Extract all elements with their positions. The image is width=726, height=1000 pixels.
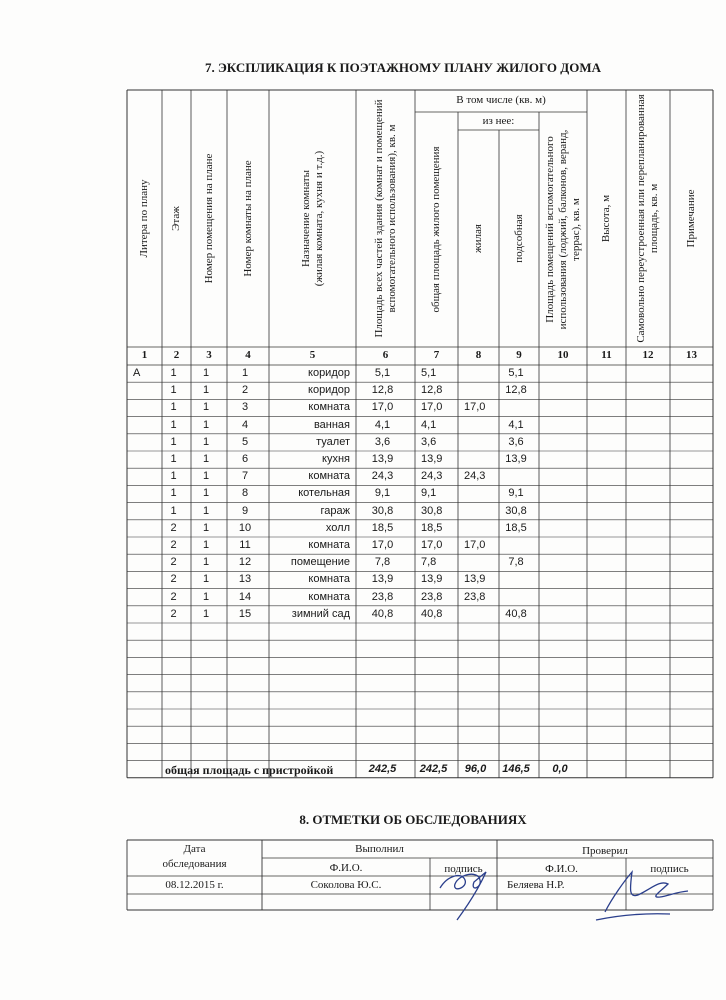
cell-general: 17,0 xyxy=(421,539,443,551)
inspection-performer-name: Соколова Ю.С. xyxy=(310,879,382,891)
column-number: 13 xyxy=(686,349,697,361)
totals-vsp: 0,0 xyxy=(552,762,568,775)
inspection-sign2: подпись xyxy=(650,863,689,875)
column-number: 10 xyxy=(557,349,569,361)
header-c11: Высота, м xyxy=(600,194,612,243)
column-number: 8 xyxy=(475,349,482,361)
cell-floor: 2 xyxy=(170,590,177,603)
column-number: 12 xyxy=(642,349,654,361)
totals-living: 96,0 xyxy=(464,762,487,775)
cell-general: 9,1 xyxy=(421,487,437,500)
header-c9: подсобная xyxy=(512,214,525,263)
column-number: 3 xyxy=(206,349,212,361)
header-c8: жилая xyxy=(472,224,484,253)
cell-room: 4 xyxy=(241,418,249,431)
section7-title: 7. ЭКСПЛИКАЦИЯ К ПОЭТАЖНОМУ ПЛАНУ ЖИЛОГО ДОМА xyxy=(204,60,602,75)
cell-pom: 1 xyxy=(202,487,210,500)
cell-purpose: комната xyxy=(308,590,350,603)
cell-total: 17,0 xyxy=(371,401,394,414)
header-c6: Площадь всех частей здания (комнат и помещений вспомогательного использования), кв. м xyxy=(372,99,398,338)
cell-floor: 2 xyxy=(170,521,177,534)
cell-room: 6 xyxy=(241,453,249,465)
cell-total: 5,1 xyxy=(374,367,391,379)
cell-purpose: помещение xyxy=(290,556,350,569)
totals-general: 242,5 xyxy=(419,762,448,775)
cell-room: 8 xyxy=(241,487,249,500)
cell-lit: А xyxy=(133,367,141,379)
cell-general: 3,6 xyxy=(421,435,437,448)
header-c7: общая площадь жилого помещения xyxy=(430,146,442,313)
cell-general: 18,5 xyxy=(421,521,443,534)
cell-floor: 1 xyxy=(170,435,177,448)
cell-auxiliary: 9,1 xyxy=(508,487,524,500)
cell-purpose: зимний сад xyxy=(291,607,350,620)
cell-room: 9 xyxy=(241,504,249,517)
cell-auxiliary: 4,1 xyxy=(508,418,524,431)
cell-pom: 1 xyxy=(202,384,210,397)
cell-purpose: гараж xyxy=(320,504,350,517)
cell-living: 17,0 xyxy=(464,539,486,551)
cell-total: 24,3 xyxy=(371,470,394,483)
cell-auxiliary: 30,8 xyxy=(505,504,527,517)
cell-living: 17,0 xyxy=(464,401,486,414)
cell-purpose: кухня xyxy=(322,453,350,465)
header-c3: Номер помещения на плане xyxy=(202,153,215,284)
cell-purpose: комната xyxy=(308,401,350,414)
cell-general: 17,0 xyxy=(421,401,443,414)
cell-floor: 2 xyxy=(170,539,177,551)
cell-purpose: комната xyxy=(308,573,350,586)
totals-auxiliary: 146,5 xyxy=(502,762,530,775)
inspection-fio2: Ф.И.О. xyxy=(545,863,578,875)
column-number: 2 xyxy=(173,349,180,361)
cell-floor: 2 xyxy=(170,573,177,586)
inspection-checked-header: Проверил xyxy=(582,845,628,857)
cell-floor: 1 xyxy=(170,487,177,500)
cell-floor: 1 xyxy=(170,418,177,431)
cell-total: 17,0 xyxy=(371,539,394,551)
cell-purpose: комната xyxy=(308,539,350,551)
cell-general: 40,8 xyxy=(421,607,443,620)
header-c1: Литера по плану xyxy=(138,179,150,258)
cell-floor: 1 xyxy=(170,401,177,414)
column-number: 9 xyxy=(516,349,522,361)
column-number: 1 xyxy=(141,349,148,361)
cell-floor: 1 xyxy=(170,504,177,517)
cell-room: 2 xyxy=(241,384,249,397)
cell-total: 13,9 xyxy=(371,573,394,586)
cell-pom: 1 xyxy=(202,573,210,586)
header-group: В том числе (кв. м) xyxy=(456,94,546,106)
cell-total: 4,1 xyxy=(374,418,391,431)
header-c5: Назначение комнаты (жилая комната, кухня и т.д.) xyxy=(299,150,325,287)
cell-room: 12 xyxy=(238,556,252,569)
cell-total: 23,8 xyxy=(371,590,394,603)
cell-general: 30,8 xyxy=(421,504,443,517)
cell-room: 5 xyxy=(241,435,249,448)
inspection-fio1: Ф.И.О. xyxy=(329,862,363,874)
header-c12: Самовольно переустроенная или перепланированная площадь, кв. м xyxy=(635,94,660,343)
cell-pom: 1 xyxy=(202,367,210,379)
inspection-sign1: подпись xyxy=(444,863,483,875)
cell-total: 9,1 xyxy=(374,487,391,500)
cell-pom: 1 xyxy=(202,607,210,620)
cell-room: 3 xyxy=(241,401,249,414)
header-c10: Площадь помещений вспомогательного использования (лоджий, балконов, веранд, террас), кв. м xyxy=(543,129,582,330)
cell-total: 30,8 xyxy=(371,504,394,517)
cell-pom: 1 xyxy=(202,470,210,483)
header-c2: Этаж xyxy=(170,206,182,231)
cell-purpose: комната xyxy=(308,470,350,483)
cell-general: 5,1 xyxy=(421,367,437,379)
cell-purpose: коридор xyxy=(308,384,350,397)
cell-pom: 1 xyxy=(202,556,210,569)
cell-purpose: холл xyxy=(325,521,350,534)
cell-total: 18,5 xyxy=(371,521,394,534)
cell-total: 7,8 xyxy=(374,556,391,569)
cell-total: 13,9 xyxy=(371,453,394,465)
cell-floor: 1 xyxy=(170,470,177,483)
cell-purpose: коридор xyxy=(308,367,350,379)
cell-auxiliary: 12,8 xyxy=(505,384,527,397)
inspection-date: 08.12.2015 г. xyxy=(165,879,224,891)
cell-purpose: ванная xyxy=(313,418,350,431)
inspection-performed-header: Выполнил xyxy=(355,843,404,855)
cell-room: 1 xyxy=(241,367,249,379)
header-subgroup: из нее: xyxy=(482,115,515,127)
cell-auxiliary: 7,8 xyxy=(508,556,524,569)
cell-pom: 1 xyxy=(202,590,210,603)
cell-general: 4,1 xyxy=(421,418,437,431)
section8-title: 8. ОТМЕТКИ ОБ ОБСЛЕДОВАНИЯХ xyxy=(299,812,527,827)
cell-room: 7 xyxy=(241,470,249,483)
cell-living: 24,3 xyxy=(464,470,486,483)
cell-total: 40,8 xyxy=(371,607,394,620)
cell-floor: 1 xyxy=(170,367,177,379)
cell-auxiliary: 5,1 xyxy=(508,367,524,379)
cell-room: 13 xyxy=(238,573,252,586)
cell-auxiliary: 18,5 xyxy=(505,521,527,534)
cell-purpose: туалет xyxy=(316,435,350,448)
cell-auxiliary: 3,6 xyxy=(508,435,524,448)
column-number: 7 xyxy=(433,349,440,361)
totals-label: общая площадь с пристройкой xyxy=(165,762,334,777)
cell-floor: 1 xyxy=(170,453,177,465)
cell-general: 24,3 xyxy=(421,470,443,483)
inspection-checker-name: Беляева Н.Р. xyxy=(507,879,565,891)
cell-auxiliary: 40,8 xyxy=(505,607,527,620)
cell-general: 23,8 xyxy=(421,590,443,603)
cell-pom: 1 xyxy=(202,504,210,517)
cell-pom: 1 xyxy=(202,539,210,551)
cell-pom: 1 xyxy=(202,418,210,431)
cell-floor: 2 xyxy=(170,607,177,620)
cell-auxiliary: 13,9 xyxy=(505,453,527,465)
cell-room: 15 xyxy=(238,607,252,620)
column-number: 6 xyxy=(382,349,389,361)
cell-general: 12,8 xyxy=(421,384,443,397)
cell-general: 7,8 xyxy=(421,556,437,569)
cell-living: 23,8 xyxy=(464,590,486,603)
cell-pom: 1 xyxy=(202,453,210,465)
totals-total: 242,5 xyxy=(368,762,397,775)
cell-pom: 1 xyxy=(202,401,210,414)
cell-room: 11 xyxy=(239,539,251,551)
column-number: 11 xyxy=(601,349,612,361)
cell-pom: 1 xyxy=(202,521,210,534)
cell-total: 12,8 xyxy=(371,384,394,397)
cell-room: 14 xyxy=(238,590,252,603)
cell-pom: 1 xyxy=(202,435,210,448)
cell-general: 13,9 xyxy=(421,453,443,465)
header-c13: Примечание xyxy=(685,189,697,248)
column-number: 4 xyxy=(245,349,251,361)
cell-floor: 2 xyxy=(170,556,177,569)
header-c4: Номер комнаты на плане xyxy=(241,160,254,277)
cell-room: 10 xyxy=(238,521,252,534)
column-number: 5 xyxy=(309,349,316,361)
inspection-date-header: Дата обследования xyxy=(162,843,227,870)
cell-total: 3,6 xyxy=(374,435,391,448)
cell-floor: 1 xyxy=(170,384,177,397)
cell-general: 13,9 xyxy=(421,573,443,586)
cell-purpose: котельная xyxy=(298,487,350,500)
cell-living: 13,9 xyxy=(464,573,486,586)
